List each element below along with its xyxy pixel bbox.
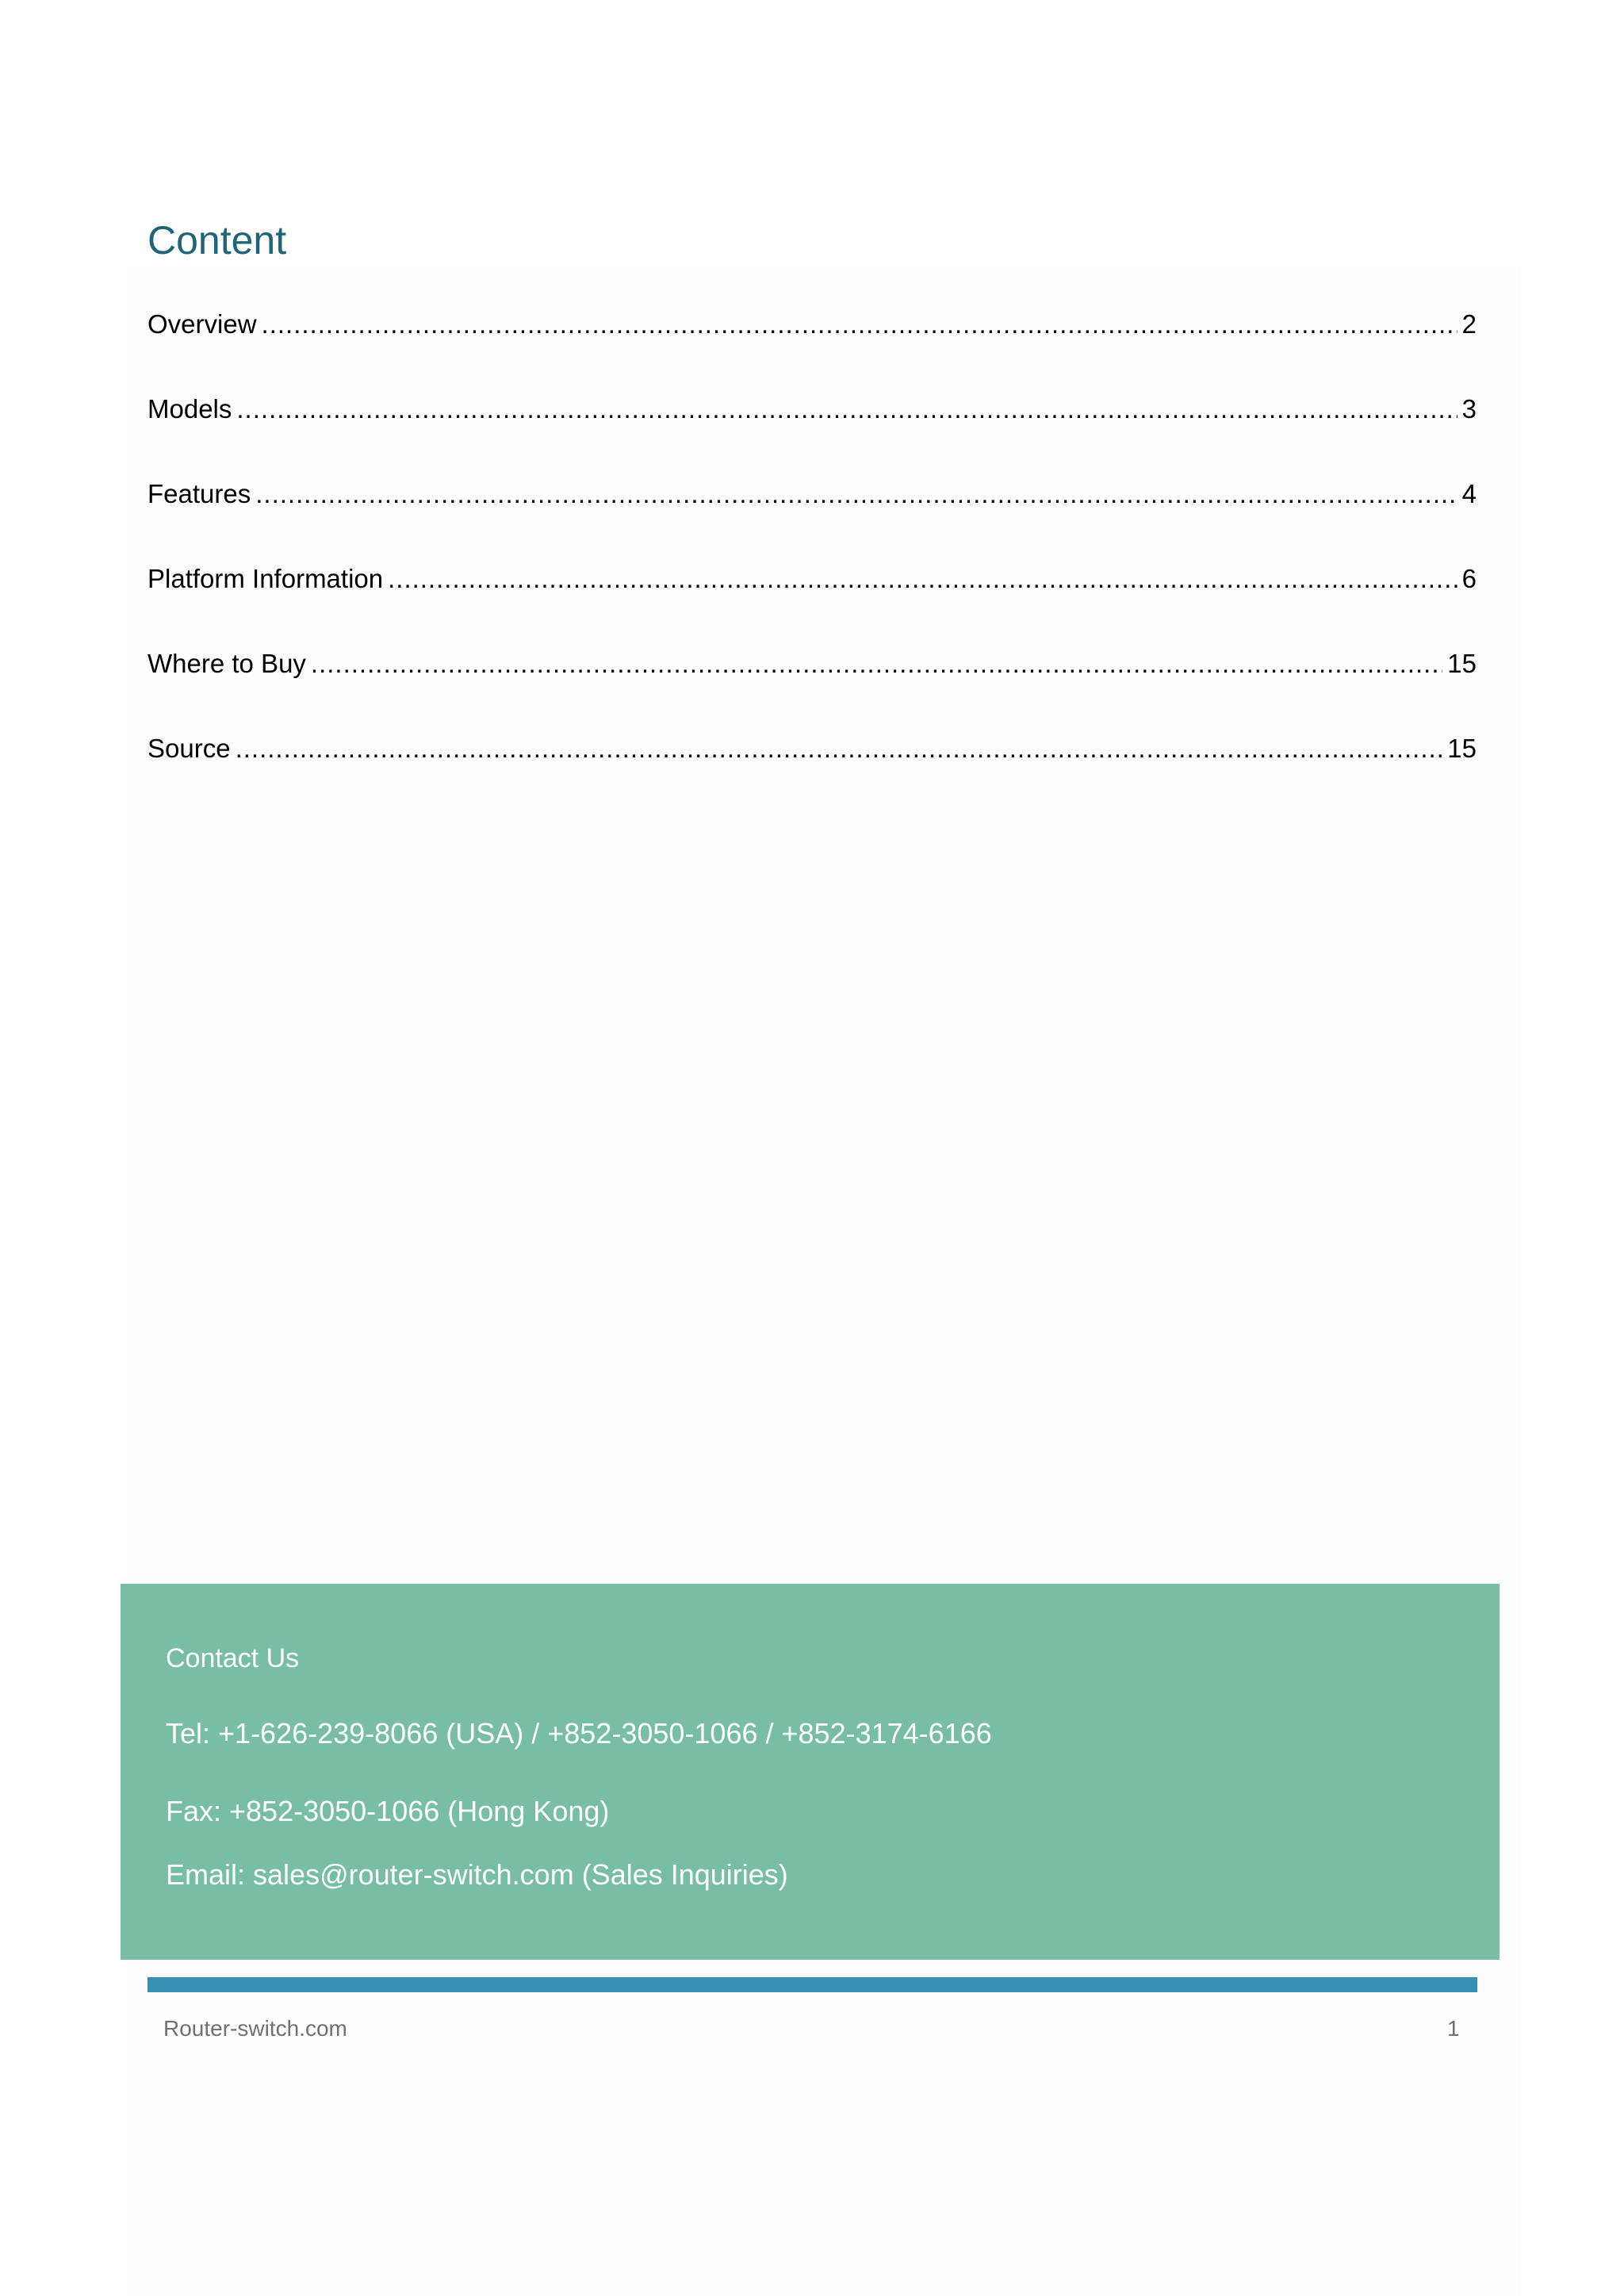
toc-dot-leader [262,306,1457,343]
contact-email-suffix: (Sales Inquiries) [573,1858,788,1891]
toc-entry-label: Where to Buy [147,649,306,678]
contact-heading: Contact Us [166,1643,300,1673]
toc-entry-models[interactable] [147,391,1477,427]
toc-entry-page: 6 [1461,564,1477,593]
toc-dot-leader [388,561,1457,597]
toc-dot-leader [255,476,1457,512]
contact-email-link[interactable]: sales@router-switch.com [253,1858,574,1891]
toc-entry-features[interactable] [147,476,1477,512]
toc-dot-leader [236,391,1457,427]
toc-entry-page: 4 [1461,479,1477,508]
footer-page-number: 1 [1447,2016,1460,2041]
footer-divider [147,1977,1477,1992]
contact-telephone: Tel: +1-626-239-8066 (USA) / +852-3050-1066 / +852-3174-6166 [166,1717,992,1750]
toc-entry-label: Models [147,394,232,424]
toc-entry-page: 15 [1447,734,1477,763]
contact-fax: Fax: +852-3050-1066 (Hong Kong) [166,1795,610,1827]
toc-dot-leader [236,730,1443,767]
toc-entry-page: 15 [1447,649,1477,678]
toc-entry-label: Source [147,734,231,763]
toc-entry-page: 2 [1461,309,1477,339]
toc-title: Content [147,218,287,263]
toc-entry-overview[interactable] [147,306,1477,343]
toc-entry-page: 3 [1461,394,1477,424]
contact-email-line [166,1856,788,1894]
footer-site-name: Router-switch.com [163,2016,347,2041]
toc-entry-platform-information[interactable] [147,561,1477,597]
contact-email-prefix: Email: [166,1858,254,1891]
table-of-contents [147,306,1477,815]
toc-dot-leader [311,646,1442,682]
contact-us-panel [121,1584,1500,1960]
toc-entry-label: Platform Information [147,564,384,593]
toc-entry-source[interactable] [147,730,1477,767]
toc-entry-label: Overview [147,309,257,339]
toc-entry-where-to-buy[interactable] [147,646,1477,682]
toc-entry-label: Features [147,479,251,508]
